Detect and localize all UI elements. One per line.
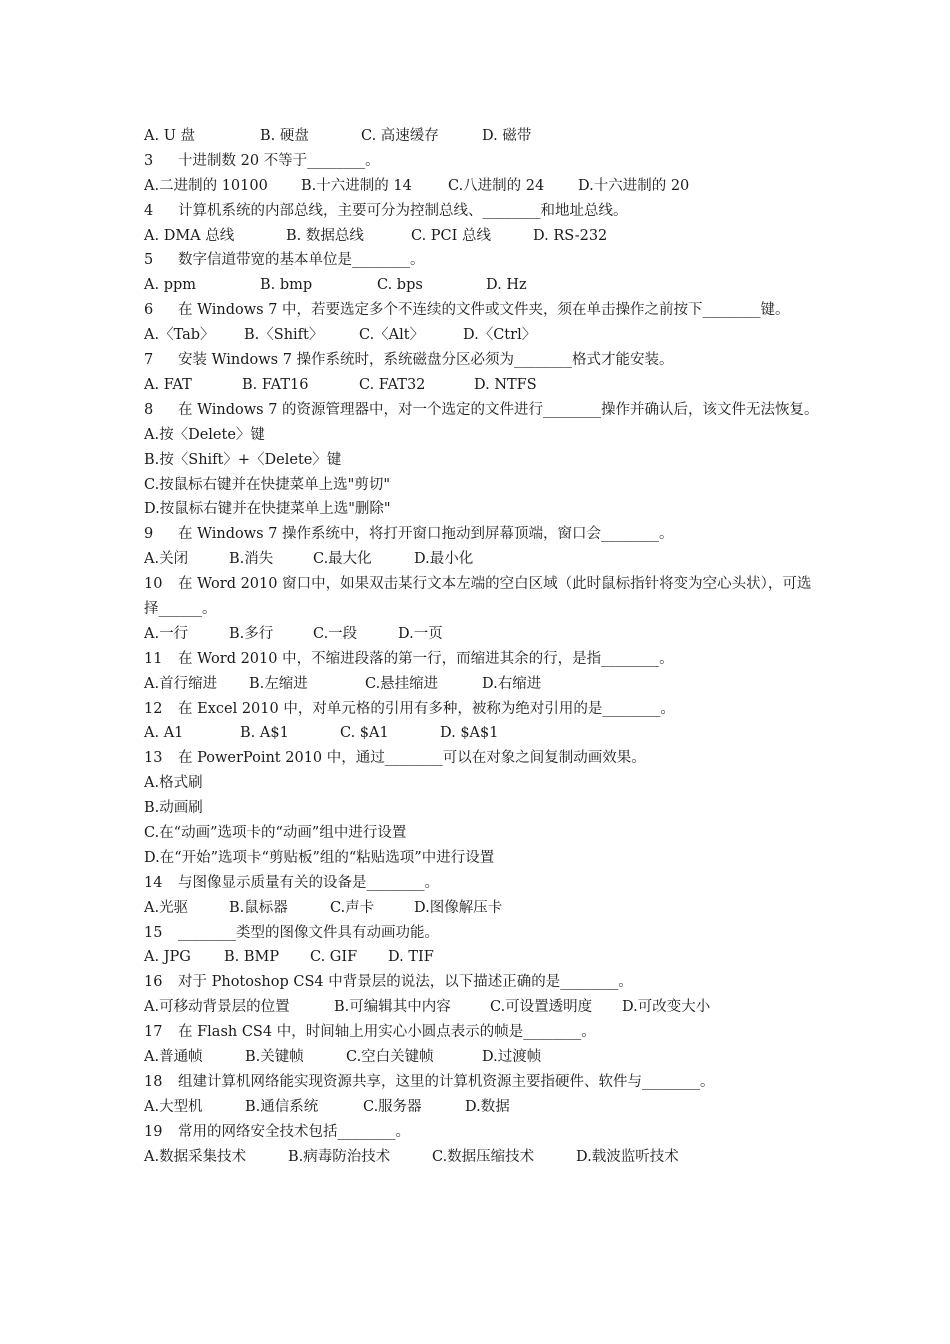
answer-option: B. A$1 — [240, 725, 289, 742]
answer-option: A.首行缩进 — [144, 675, 218, 692]
answer-option: D.图像解压卡 — [414, 899, 503, 916]
answer-option: D. TIF — [388, 949, 434, 966]
question-12 — [144, 697, 824, 722]
answer-option: A.光驱 — [144, 899, 189, 916]
answer-options-row — [144, 721, 824, 746]
answer-option: B.可编辑其中内容 — [334, 999, 451, 1016]
question-16 — [144, 970, 824, 995]
answer-option: D.过渡帧 — [482, 1049, 542, 1066]
question-number: 13 — [144, 750, 163, 767]
answer-option: B.鼠标器 — [229, 899, 288, 916]
answer-option-line: B.动画刷 — [144, 800, 203, 817]
answer-options-row — [144, 1145, 824, 1170]
question-number: 15 — [144, 924, 163, 941]
answer-option: B.左缩进 — [249, 675, 308, 692]
answer-option: B. 硬盘 — [260, 128, 309, 144]
answer-option: B.通信系统 — [245, 1098, 319, 1115]
question-4 — [144, 199, 824, 224]
answer-option: B.十六进制的 14 — [301, 177, 412, 194]
answer-option: A.数据采集技术 — [144, 1148, 247, 1165]
answer-option-line: A.格式刷 — [144, 775, 203, 792]
question-number: 17 — [144, 1024, 163, 1041]
question-number: 10 — [144, 576, 163, 593]
answer-option-line: C.在“动画”选项卡的“动画”组中进行设置 — [144, 825, 407, 841]
answer-option: C.服务器 — [363, 1098, 422, 1115]
answer-option: B. FAT16 — [242, 376, 309, 393]
answer-option: D.载波监听技术 — [576, 1148, 679, 1165]
question-9 — [144, 522, 824, 547]
question-text: 在 Word 2010 中，不缩进段落的第一行，而缩进其余的行，是指________。 — [178, 650, 674, 667]
question-number: 18 — [144, 1073, 163, 1090]
answer-option: C. PCI 总线 — [411, 227, 491, 244]
question-text: 安装 Windows 7 操作系统时，系统磁盘分区必须为________格式才能安装。 — [178, 352, 674, 369]
answer-option: A. FAT — [144, 376, 192, 393]
answer-option: A. A1 — [144, 725, 184, 742]
question-text: 常用的网络安全技术包括________。 — [178, 1123, 410, 1140]
question-15 — [144, 921, 824, 946]
answer-options-row — [144, 945, 824, 970]
question-text: 在 Windows 7 的资源管理器中，对一个选定的文件进行________操作并确认后，该文件无法恢复。 — [178, 401, 819, 418]
answer-options-row — [144, 224, 824, 249]
answer-option: C.悬挂缩进 — [365, 675, 439, 692]
question-number: 9 — [144, 526, 154, 543]
answer-option: A.〈Tab〉 — [144, 327, 215, 344]
question-number: 11 — [144, 650, 163, 667]
answer-option: C.声卡 — [330, 899, 375, 916]
question-text: ________类型的图像文件具有动画功能。 — [178, 924, 439, 941]
answer-option: A. ppm — [144, 277, 197, 294]
answer-option: D.最小化 — [414, 551, 474, 568]
answer-option: C. FAT32 — [359, 376, 426, 393]
answer-option-line: A.按〈Delete〉键 — [144, 426, 265, 443]
question-number: 19 — [144, 1123, 163, 1140]
answer-option: D. Hz — [486, 277, 527, 294]
answer-options-row — [144, 672, 824, 697]
question-11 — [144, 647, 824, 672]
question-number: 7 — [144, 352, 154, 369]
question-number: 14 — [144, 874, 163, 891]
answer-option: C.最大化 — [313, 551, 372, 568]
answer-option: D.右缩进 — [482, 675, 542, 692]
question-text: 在 Excel 2010 中，对单元格的引用有多种，被称为绝对引用的是________。 — [178, 700, 675, 717]
answer-option: B. BMP — [224, 949, 280, 966]
question-number: 12 — [144, 700, 163, 717]
question-number: 16 — [144, 974, 163, 991]
answer-options-row — [144, 995, 824, 1020]
answer-option-line: D.在“开始”选项卡“剪贴板”组的“粘贴选项”中进行设置 — [144, 849, 495, 866]
answer-option: B.关键帧 — [245, 1049, 304, 1066]
answer-option: A. U 盘 — [144, 128, 196, 144]
answer-option: A.大型机 — [144, 1098, 203, 1115]
answer-option: B.消失 — [229, 551, 274, 568]
question-text: 在 Windows 7 操作系统中，将打开窗口拖动到屏幕顶端，窗口会________。 — [178, 526, 674, 543]
question-text: 对于 Photoshop CS4 中背景层的说法，以下描述正确的是________。 — [178, 974, 633, 991]
question-text: 与图像显示质量有关的设备是________。 — [178, 874, 439, 891]
question-13 — [144, 746, 824, 771]
question-text: 十进制数 20 不等于________。 — [178, 152, 380, 169]
answer-option: A.一行 — [144, 625, 189, 642]
answer-option: C. bps — [377, 277, 423, 294]
answer-options-row — [144, 547, 824, 572]
question-text: 组建计算机网络能实现资源共享，这里的计算机资源主要指硬件、软件与________。 — [178, 1073, 715, 1090]
answer-option: D. NTFS — [474, 376, 537, 393]
question-number: 8 — [144, 401, 154, 418]
question-number: 6 — [144, 302, 154, 319]
question-14 — [144, 871, 824, 896]
question-6 — [144, 298, 824, 323]
answer-option: D.十六进制的 20 — [578, 177, 690, 194]
question-3 — [144, 149, 824, 174]
answer-option: C.一段 — [313, 625, 358, 642]
question-text: 在 Word 2010 窗口中，如果双击某行文本左端的空白区域（此时鼠标指针将变为空心头状），可选择______。 — [144, 576, 812, 617]
question-text: 在 PowerPoint 2010 中，通过________可以在对象之间复制动画效果。 — [178, 750, 646, 767]
question-5 — [144, 248, 824, 273]
answer-option: D.可改变大小 — [622, 999, 711, 1016]
answer-option: D.数据 — [465, 1098, 510, 1115]
answer-option: C. GIF — [310, 949, 358, 966]
question-text: 数字信道带宽的基本单位是________。 — [178, 252, 425, 269]
question-19 — [144, 1120, 824, 1145]
answer-option: A.普通帧 — [144, 1049, 203, 1066]
answer-option: B.〈Shift〉 — [244, 327, 324, 344]
question-8 — [144, 398, 824, 423]
answer-options-row — [144, 373, 824, 398]
answer-option: A. JPG — [144, 949, 191, 966]
answer-option-line: B.按〈Shift〉+〈Delete〉键 — [144, 451, 342, 468]
answer-option: B.多行 — [229, 625, 274, 642]
answer-options-row — [144, 622, 824, 647]
question-17 — [144, 1020, 824, 1045]
answer-option: A.可移动背景层的位置 — [144, 999, 290, 1016]
answer-options-row — [144, 323, 824, 348]
answer-options-row — [144, 273, 824, 298]
answer-option: D.〈Ctrl〉 — [463, 327, 537, 344]
answer-options-row — [144, 896, 824, 921]
question-number: 3 — [144, 152, 154, 169]
question-list — [144, 124, 824, 1169]
answer-options-row — [144, 1045, 824, 1070]
answer-option: C.八进制的 24 — [448, 177, 545, 194]
answer-option: B. 数据总线 — [286, 227, 364, 244]
question-text: 在 Windows 7 中，若要选定多个不连续的文件或文件夹，须在单击操作之前按下________键。 — [178, 302, 790, 319]
answer-option: C.数据压缩技术 — [432, 1148, 535, 1165]
answer-option: A. DMA 总线 — [144, 227, 235, 244]
answer-option: C.可设置透明度 — [490, 999, 593, 1016]
answer-option: B.病毒防治技术 — [288, 1148, 391, 1165]
answer-option: C.〈Alt〉 — [359, 327, 425, 344]
question-7 — [144, 348, 824, 373]
answer-option-line: D.按鼠标右键并在快捷菜单上选"删除" — [144, 501, 391, 518]
answer-option: D. 磁带 — [482, 128, 532, 144]
question-number: 4 — [144, 202, 154, 219]
answer-option: C. $A1 — [340, 725, 389, 742]
answer-options-row — [144, 174, 824, 199]
question-text: 在 Flash CS4 中，时间轴上用实心小圆点表示的帧是________。 — [178, 1024, 596, 1041]
answer-option-line: C.按鼠标右键并在快捷菜单上选"剪切" — [144, 476, 391, 493]
answer-option: D. $A$1 — [440, 725, 499, 742]
question-number: 5 — [144, 252, 154, 269]
answer-options-row — [144, 1095, 824, 1120]
question-18 — [144, 1070, 824, 1095]
answer-option: D.一页 — [398, 625, 443, 642]
answer-option: C.空白关键帧 — [346, 1049, 434, 1066]
answer-option: B. bmp — [260, 277, 313, 294]
answer-option: C. 高速缓存 — [361, 128, 439, 144]
question-text: 计算机系统的内部总线，主要可分为控制总线、________和地址总线。 — [178, 202, 628, 219]
question-10 — [144, 572, 824, 622]
answer-option: D. RS-232 — [533, 227, 608, 244]
answer-options-row — [144, 124, 824, 149]
answer-option: A.二进制的 10100 — [144, 177, 268, 194]
answer-option: A.关闭 — [144, 551, 189, 568]
